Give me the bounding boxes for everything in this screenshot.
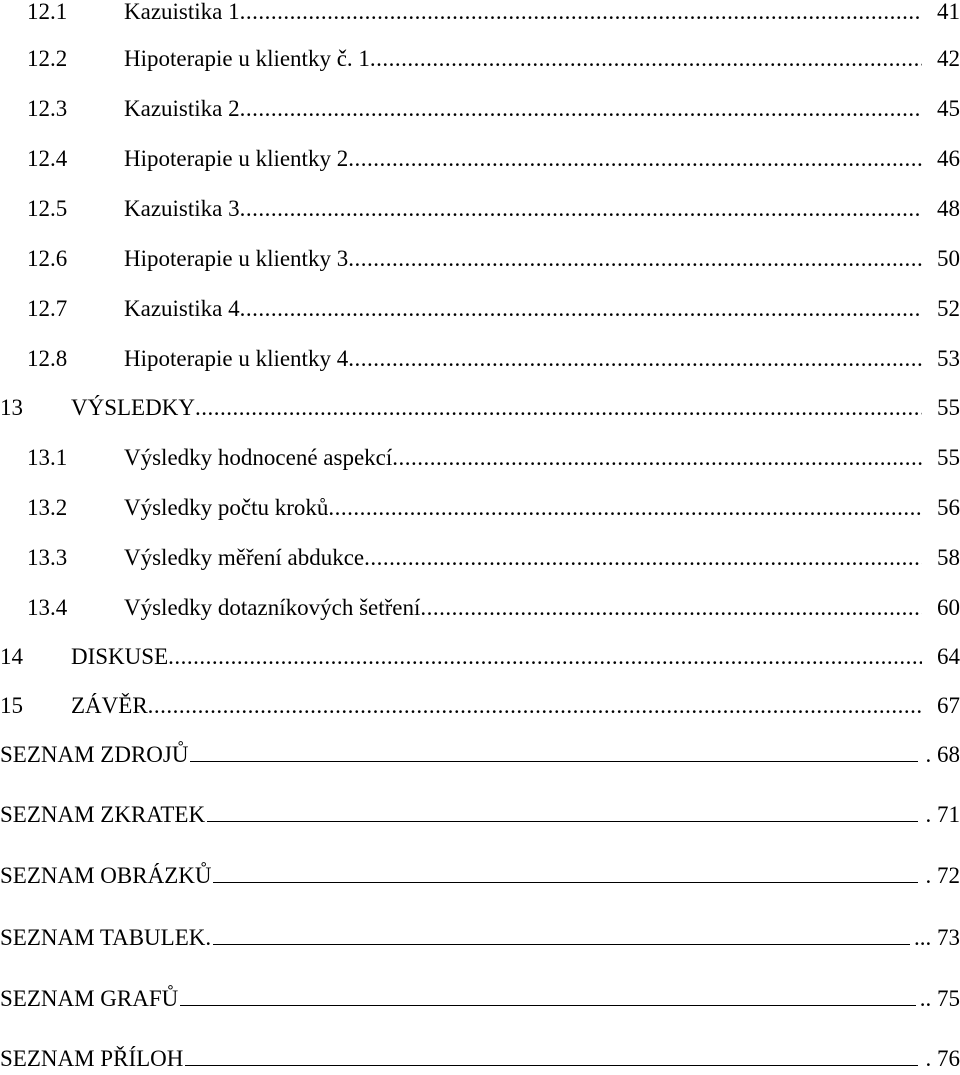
toc-entry-title: Kazuistika 2 bbox=[124, 93, 240, 125]
toc-entry-title: Kazuistika 4 bbox=[124, 293, 240, 325]
toc-entry-title: Kazuistika 3 bbox=[124, 193, 240, 225]
underline-leader bbox=[213, 860, 918, 883]
dot-leader bbox=[348, 243, 922, 275]
dot-leader bbox=[364, 542, 922, 574]
toc-entry-12-2[interactable] bbox=[0, 43, 960, 75]
toc-entry-12-4[interactable] bbox=[0, 143, 960, 175]
dot-leader bbox=[148, 690, 922, 722]
toc-entry-title: SEZNAM ZDROJŮ bbox=[0, 739, 188, 771]
toc-entry-page: 48 bbox=[936, 193, 960, 225]
toc-entry-page: 58 bbox=[936, 542, 960, 574]
toc-entry-13-2[interactable] bbox=[0, 492, 960, 524]
toc-entry-12-1[interactable] bbox=[0, 0, 960, 28]
toc-entry-page: 53 bbox=[936, 343, 960, 375]
toc-entry-page: 56 bbox=[936, 492, 960, 524]
toc-entry-number: 13.2 bbox=[27, 492, 67, 524]
toc-entry-page: 46 bbox=[936, 143, 960, 175]
dot-leader bbox=[370, 43, 922, 75]
toc-entry-12-5[interactable] bbox=[0, 193, 960, 225]
toc-entry-seznam-obrazku[interactable] bbox=[0, 860, 960, 892]
dot-leader bbox=[420, 592, 922, 624]
dot-leader bbox=[240, 93, 922, 125]
dot-leader bbox=[168, 641, 922, 673]
toc-entry-page: 60 bbox=[936, 592, 960, 624]
toc-entry-title: SEZNAM OBRÁZKŮ bbox=[0, 860, 211, 892]
toc-entry-number: 15 bbox=[0, 690, 23, 722]
toc-entry-number: 12.2 bbox=[27, 43, 67, 75]
toc-entry-title: Hipoterapie u klientky 2 bbox=[124, 143, 348, 175]
dot-leader bbox=[240, 193, 922, 225]
dot-leader bbox=[328, 492, 922, 524]
toc-entry-15[interactable] bbox=[0, 690, 960, 722]
toc-entry-page: 52 bbox=[936, 293, 960, 325]
toc-entry-page: 64 bbox=[936, 641, 960, 673]
toc-entry-number: 13 bbox=[0, 392, 23, 424]
toc-entry-page: 55 bbox=[936, 392, 960, 424]
toc-entry-page: .. 75 bbox=[916, 983, 960, 1015]
toc-entry-13[interactable] bbox=[0, 392, 960, 424]
toc-entry-title: SEZNAM GRAFŮ bbox=[0, 983, 178, 1015]
toc-entry-number: 12.6 bbox=[27, 243, 67, 275]
toc-entry-12-8[interactable] bbox=[0, 343, 960, 375]
toc-entry-page: 55 bbox=[936, 442, 960, 474]
toc-entry-page: 67 bbox=[936, 690, 960, 722]
underline-leader bbox=[190, 739, 918, 762]
toc-entry-number: 12.8 bbox=[27, 343, 67, 375]
toc-entry-page: . 76 bbox=[922, 1043, 960, 1075]
toc-entry-page: ... 73 bbox=[910, 922, 960, 954]
toc-entry-number: 12.5 bbox=[27, 193, 67, 225]
toc-entry-page: 41 bbox=[936, 0, 960, 28]
toc-entry-number: 12.7 bbox=[27, 293, 67, 325]
toc-entry-title: Hipoterapie u klientky 4 bbox=[124, 343, 348, 375]
underline-leader bbox=[185, 1043, 918, 1066]
toc-entry-page: 42 bbox=[936, 43, 960, 75]
toc-entry-title: Výsledky dotazníkových šetření bbox=[124, 592, 420, 624]
toc-entry-number: 13.4 bbox=[27, 592, 67, 624]
toc-entry-13-1[interactable] bbox=[0, 442, 960, 474]
toc-entry-12-7[interactable] bbox=[0, 293, 960, 325]
toc-entry-title: DISKUSE bbox=[71, 641, 168, 673]
underline-leader bbox=[213, 922, 918, 945]
toc-entry-title: SEZNAM ZKRATEK bbox=[0, 799, 205, 831]
toc-entry-number: 12.1 bbox=[27, 0, 67, 28]
toc-entry-title: Výsledky počtu kroků bbox=[124, 492, 328, 524]
toc-entry-13-4[interactable] bbox=[0, 592, 960, 624]
toc-entry-title: Kazuistika 1 bbox=[124, 0, 240, 28]
toc-entry-seznam-grafu[interactable] bbox=[0, 983, 960, 1015]
toc-entry-number: 14 bbox=[0, 641, 23, 673]
toc-entry-number: 13.3 bbox=[27, 542, 67, 574]
toc-entry-title: ZÁVĚR bbox=[71, 690, 148, 722]
toc-entry-seznam-zdroju[interactable] bbox=[0, 739, 960, 771]
dot-leader bbox=[195, 392, 922, 424]
toc-entry-title: VÝSLEDKY bbox=[71, 392, 195, 424]
toc-entry-page: 50 bbox=[936, 243, 960, 275]
toc-entry-13-3[interactable] bbox=[0, 542, 960, 574]
toc-entry-title: SEZNAM TABULEK. bbox=[0, 922, 211, 954]
toc-entry-page: . 68 bbox=[922, 739, 960, 771]
underline-leader bbox=[207, 799, 918, 822]
toc-entry-number: 13.1 bbox=[27, 442, 67, 474]
toc-entry-title: Výsledky hodnocené aspekcí bbox=[124, 442, 392, 474]
dot-leader bbox=[240, 0, 922, 28]
underline-leader bbox=[180, 983, 918, 1006]
toc-entry-14[interactable] bbox=[0, 641, 960, 673]
toc-entry-12-3[interactable] bbox=[0, 93, 960, 125]
toc-entry-page: . 71 bbox=[922, 799, 960, 831]
toc-entry-seznam-tabulek[interactable] bbox=[0, 922, 960, 954]
toc-entry-seznam-priloh[interactable] bbox=[0, 1043, 960, 1075]
toc-entry-title: SEZNAM PŘÍLOH bbox=[0, 1043, 183, 1075]
toc-entry-number: 12.4 bbox=[27, 143, 67, 175]
toc-entry-title: Výsledky měření abdukce bbox=[124, 542, 364, 574]
toc-entry-12-6[interactable] bbox=[0, 243, 960, 275]
dot-leader bbox=[392, 442, 922, 474]
toc-entry-title: Hipoterapie u klientky 3 bbox=[124, 243, 348, 275]
toc-entry-number: 12.3 bbox=[27, 93, 67, 125]
dot-leader bbox=[348, 343, 922, 375]
toc-entry-page: 45 bbox=[936, 93, 960, 125]
toc-entry-seznam-zkratek[interactable] bbox=[0, 799, 960, 831]
dot-leader bbox=[240, 293, 922, 325]
dot-leader bbox=[348, 143, 922, 175]
toc-entry-title: Hipoterapie u klientky č. 1 bbox=[124, 43, 370, 75]
toc-entry-page: . 72 bbox=[922, 860, 960, 892]
